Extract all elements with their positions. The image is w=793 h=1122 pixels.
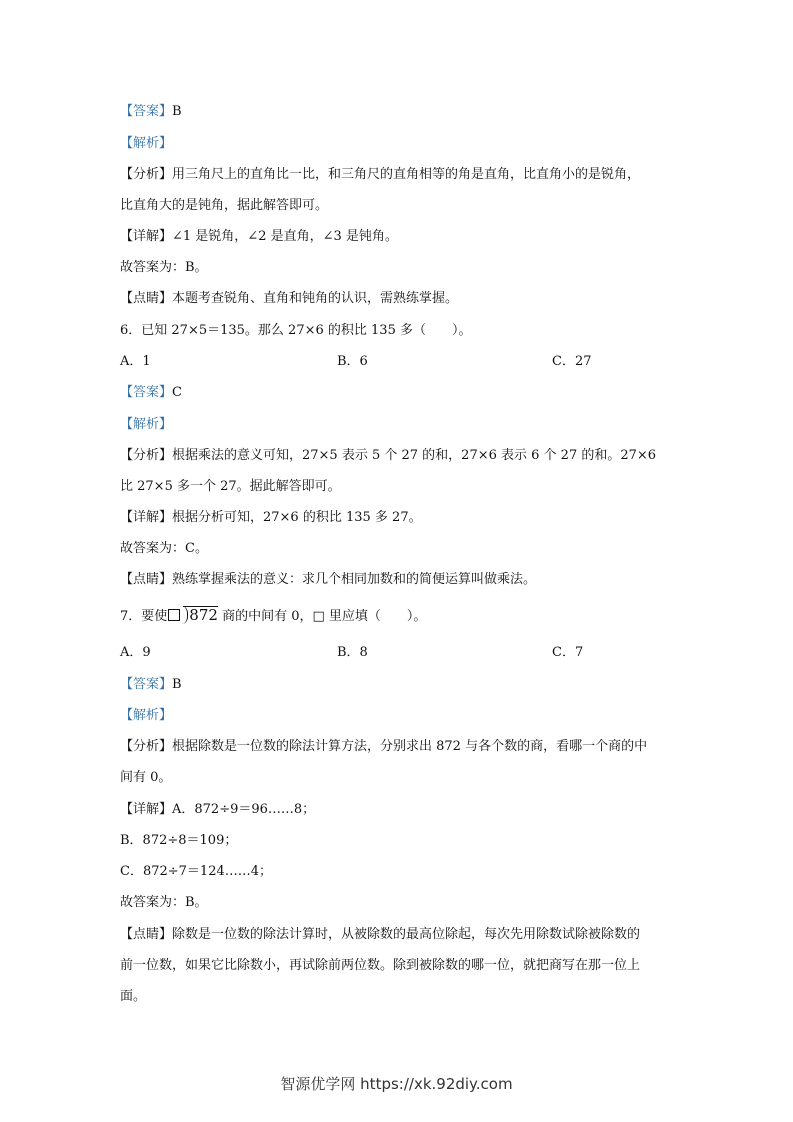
q6-fenxi-line2: 比 27×5 多一个 27。据此解答即可。 xyxy=(120,479,341,494)
q7-analysis-tag: 【解析】 xyxy=(120,708,173,723)
answer-value: B xyxy=(172,677,182,692)
q6-option-c: C．27 xyxy=(552,354,592,369)
q7-fenxi-line1: 【分析】根据除数是一位数的除法计算方法，分别求出 872 与各个数的商，看哪一个商的中 xyxy=(120,739,648,754)
q5-fenxi-line1: 【分析】用三角尺上的直角比一比，和三角尺的直角相等的角是直角，比直角小的是锐角， xyxy=(120,167,641,182)
q5-analysis-tag: 【解析】 xyxy=(120,136,173,151)
long-division-bracket xyxy=(183,606,218,623)
q6-answer xyxy=(120,384,680,402)
q7-fenxi-line2: 间有 0。 xyxy=(120,770,172,785)
q6-option-b: B．6 xyxy=(337,354,368,369)
q7-dianjing-line1: 【点睛】除数是一位数的除法计算时，从被除数的最高位除起，每次先用除数试除被除数的 xyxy=(120,927,641,942)
q7-dianjing-line3: 面。 xyxy=(120,989,147,1004)
q7-dividend: 872 xyxy=(189,606,218,624)
answer-tag: 【答案】 xyxy=(120,104,173,119)
q6-xiangjie: 【详解】根据分析可知，27×6 的积比 135 多 27。 xyxy=(120,510,422,525)
q7-xiangjie-a: 【详解】A．872÷9＝96……8； xyxy=(120,802,316,817)
q6-conclusion: 故答案为：C。 xyxy=(120,541,208,556)
q7-stem-suffix: 商的中间有 0，□ 里应填（ ）。 xyxy=(222,609,427,624)
answer-value: B xyxy=(172,104,182,119)
q5-dianjing: 【点睛】本题考查锐角、直角和钝角的认识，需熟练掌握。 xyxy=(120,291,459,306)
q6-option-a: A．1 xyxy=(120,354,151,369)
q5-answer xyxy=(120,103,680,121)
q7-stem-prefix: 7．要使 xyxy=(120,609,168,624)
q7-stem xyxy=(120,606,680,626)
q7-dianjing-line2: 前一位数，如果它比除数小，再试除前两位数。除到被除数的哪一位，就把商写在那一位上 xyxy=(120,958,641,973)
blank-box-icon xyxy=(168,609,180,621)
q6-stem: 6．已知 27×5＝135。那么 27×6 的积比 135 多（ ）。 xyxy=(120,323,472,338)
q7-option-a: A．9 xyxy=(120,645,151,660)
q7-xiangjie-c: C．872÷7＝124……4； xyxy=(120,864,273,879)
answer-value: C xyxy=(172,385,182,400)
answer-tag: 【答案】 xyxy=(120,677,173,692)
q7-conclusion: 故答案为：B。 xyxy=(120,895,208,910)
footer-watermark: 智源优学网 https://xk.92diy.com xyxy=(280,1075,513,1093)
q6-analysis-tag: 【解析】 xyxy=(120,417,173,432)
q7-answer xyxy=(120,676,680,694)
q6-fenxi-line1: 【分析】根据乘法的意义可知，27×5 表示 5 个 27 的和，27×6 表示 6 个 27 的和。27×6 xyxy=(120,448,657,463)
q5-xiangjie: 【详解】∠1 是锐角，∠2 是直角，∠3 是钝角。 xyxy=(120,229,398,244)
answer-tag: 【答案】 xyxy=(120,385,173,400)
q7-option-c: C．7 xyxy=(552,645,584,660)
q6-dianjing: 【点睛】熟练掌握乘法的意义：求几个相同加数和的简便运算叫做乘法。 xyxy=(120,572,537,587)
q7-xiangjie-b: B．872÷8＝109； xyxy=(120,833,238,848)
q7-option-b: B．8 xyxy=(337,645,368,660)
q5-conclusion: 故答案为：B。 xyxy=(120,260,208,275)
q5-fenxi-line2: 比直角大的是钝角，据此解答即可。 xyxy=(120,198,329,213)
